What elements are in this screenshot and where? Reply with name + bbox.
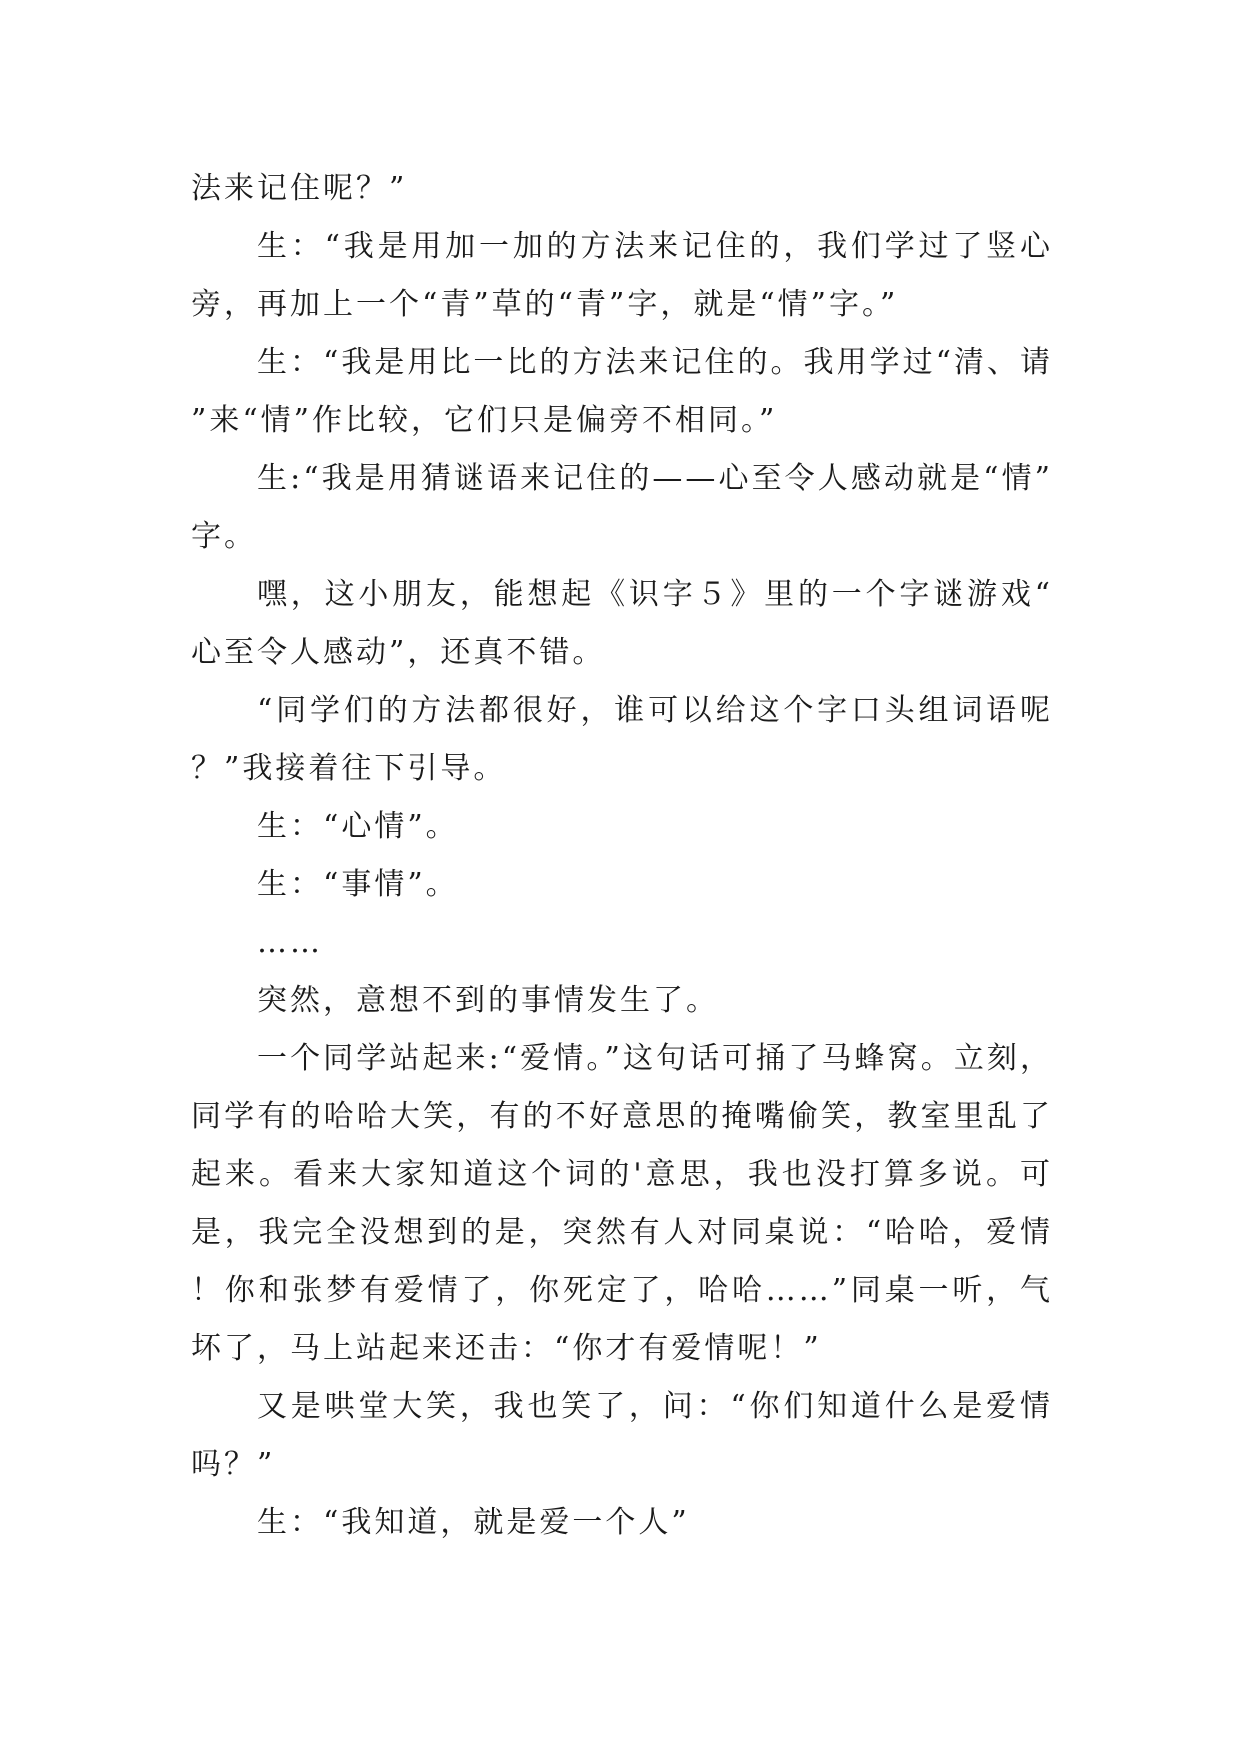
paragraph-student-answer-compare: 生：“我是用比一比的方法来记住的。我用学过“清、请”来“情”作比较，它们只是偏旁不相同。”: [191, 345, 1053, 438]
paragraph-student-word-2: 生：“事情”。: [257, 867, 459, 902]
paragraph-sudden-event: 突然，意想不到的事情发生了。: [257, 983, 719, 1018]
paragraph-classroom-scene: 一个同学站起来:“爱情。”这句话可捅了马蜂窝。立刻，同学有的哈哈大笑，有的不好意思的掩嘴偷笑，教室里乱了起来。看来大家知道这个词的'意思，我也没打算多说。可是，我完全没想到的是，突然有人对同桌说：“哈哈，爱情！你和张梦有爱情了，你死定了，哈哈……”同桌一听，气坏了，马上站起来还击：“你才有爱情呢！”: [191, 1041, 1053, 1366]
paragraph-student-reply: 生：“我知道，就是爱一个人”: [257, 1505, 690, 1540]
paragraph-ellipsis: ……: [257, 925, 323, 960]
paragraph-teacher-question: “同学们的方法都很好，谁可以给这个字口头组词语呢？”我接着往下引导。: [191, 693, 1053, 786]
paragraph-student-answer-add: 生：“我是用加一加的方法来记住的，我们学过了竖心旁，再加上一个“青”草的“青”字，就是“情”字。”: [191, 229, 1053, 322]
paragraph-teacher-asks: 又是哄堂大笑，我也笑了，问：“你们知道什么是爱情吗？”: [191, 1389, 1053, 1482]
paragraph-teacher-comment: 嘿，这小朋友，能想起《识字５》里的一个字谜游戏“心至令人感动”，还真不错。: [191, 577, 1053, 670]
paragraph-continuation: 法来记住呢？”: [191, 171, 408, 206]
paragraph-student-word-1: 生：“心情”。: [257, 809, 459, 844]
document-body: [191, 160, 1053, 1552]
paragraph-student-answer-riddle: 生:“我是用猜谜语来记住的——心至令人感动就是“情”字。: [191, 461, 1053, 554]
